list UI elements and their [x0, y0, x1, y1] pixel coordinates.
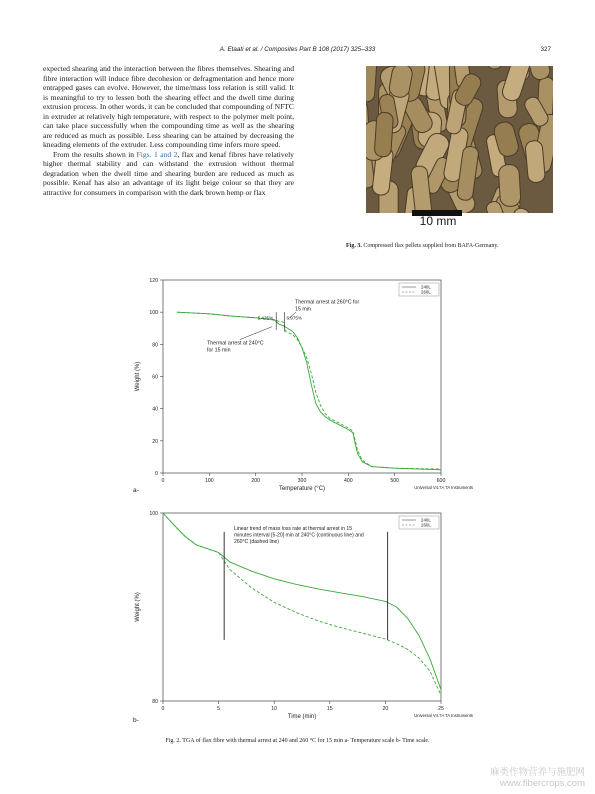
panel-b-label: b- — [133, 717, 139, 724]
paragraph-2-rest: , flax and kenaf fibres have relatively higher thermal stability and can withstand the extrusion without thermal degradation when the dwell time and shearing burden are reduced as much as possible. Kenaf has also an advantage of its light beige colour so that they are attractive for consumers in comparison with the dark brown hemp or flax — [43, 149, 294, 197]
panel-a-x-axis-label: Temperature (°C) — [278, 486, 326, 492]
fig3-caption-text: Compressed flax pellets supplied from BAFA-Germany. — [361, 243, 499, 249]
series-260L-line — [177, 312, 441, 469]
x-tick-label: 15 — [326, 706, 333, 712]
watermark-chinese: 麻类作物营养与施肥网 — [489, 767, 585, 778]
x-tick-label: 400 — [344, 478, 353, 484]
journal-reference: A. Etaati et al. / Composites Part B 108 (2017) 325–333 — [219, 46, 376, 53]
y-tick-label: 0 — [155, 471, 158, 477]
y-tick-label: 80 — [152, 342, 158, 349]
x-tick-label: 200 — [251, 478, 260, 484]
legend-box — [399, 283, 439, 296]
legend-box — [399, 516, 439, 529]
panel-a-instrument-footer: Universal V4.7A TA Instruments — [414, 485, 473, 490]
paragraph-1: expected shearing and the interaction between the fibres themselves. Shearing and fibre interaction will induce fibre decohesion or defragmentation and hence more entrapped gases can evolve. However, the time/mass loss relation is still valid. It is meaningful to try to lessen both the shearing effect and the dwell time during extrusion process. In other words, it can be concluded that compounding of NFTC in extruder at relatively high temperature, with respect to the polymer melt point, can take place successfully when the compounding time as well as the shearing are reduced as much as possible. Less shearing can be attained by decreasing the kneading elements of the extruder. Less compounding time infers more speed. — [43, 64, 294, 149]
panel-a-y-axis-label: Weight (%) — [135, 361, 141, 392]
x-tick-label: 100 — [205, 478, 214, 484]
series-240L-line — [177, 312, 441, 470]
panel-b-frame — [163, 513, 441, 701]
panel-b-x-axis-label: Time (min) — [287, 714, 317, 720]
scale-bar-label: 10 mm — [419, 214, 457, 228]
loss-260-label: 6.975% — [286, 315, 303, 321]
series-260L-line — [163, 513, 441, 695]
annotation-240: Thermal arrest at 240°C for 15 min — [207, 340, 264, 354]
fig2-caption: Fig. 2. TGA of flax fibre with thermal arrest at 240 and 260 °C for 15 min a- Temperature scale b- Time scale. — [165, 738, 430, 744]
figs-1-2-link[interactable]: Figs. 1 and 2 — [136, 149, 178, 159]
fig3-caption-label: Fig. 3. — [346, 243, 362, 249]
x-tick-label: 20 — [382, 706, 389, 712]
trend-annotation: Linear trend of mass loss rate at thermal arrest in 15 minutes interval [5-20] min at 240°C (continuous line) and 260°C (dashed line) — [234, 526, 364, 545]
x-tick-label: 0 — [161, 706, 165, 712]
x-tick-label: 25 — [438, 706, 444, 712]
annotation-260: Thermal arrest at 260°C for 15 min — [295, 299, 360, 313]
panel-b-y-axis-label: Weight (%) — [135, 592, 141, 622]
x-tick-label: 300 — [297, 478, 307, 484]
panel-b-instrument-footer: Universal V4.7A TA Instruments — [414, 713, 473, 718]
paragraph-2-start: From the results shown in — [53, 149, 137, 159]
y-tick-label: 60 — [152, 374, 158, 381]
y-tick-label: 20 — [152, 438, 158, 445]
legend-label: 260L — [421, 289, 431, 295]
x-tick-label: 5 — [217, 706, 221, 712]
x-tick-label: 600 — [436, 478, 446, 484]
x-tick-label: 0 — [161, 478, 165, 484]
y-tick-label: 40 — [152, 406, 158, 413]
x-tick-label: 10 — [271, 706, 278, 712]
annotation-240-arrow — [240, 327, 272, 340]
legend-label: 240L — [421, 517, 431, 523]
x-tick-label: 500 — [390, 478, 399, 484]
series-240L-line — [163, 513, 441, 690]
y-tick-label: 80 — [152, 699, 158, 705]
watermark-url: www.fibercrops.com — [500, 778, 585, 789]
y-tick-label: 100 — [149, 511, 158, 517]
legend-label: 240L — [421, 284, 431, 290]
panel-a-label: a- — [133, 487, 139, 494]
y-tick-label: 100 — [149, 310, 158, 317]
y-tick-label: 120 — [149, 278, 158, 284]
loss-240-label: 5.425% — [257, 315, 274, 321]
legend-label: 260L — [421, 522, 431, 528]
page-number: 327 — [540, 46, 551, 53]
